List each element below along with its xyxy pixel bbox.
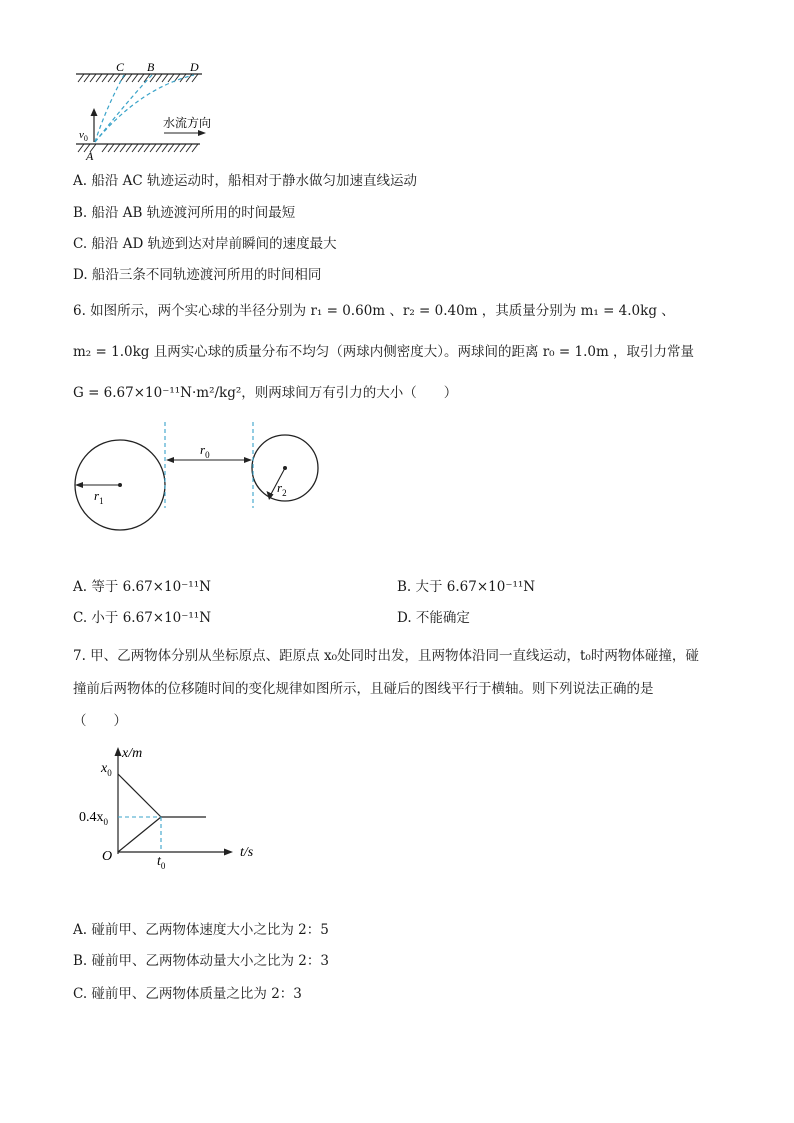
r1-label: $r_1$ <box>94 488 104 506</box>
line-jia <box>118 817 161 852</box>
v0-arrowhead <box>91 108 98 116</box>
trajectory-AB <box>95 75 152 142</box>
tick-t0-label: $t_0$ <box>157 854 166 871</box>
q7-option-b: B. 碰前甲、乙两物体动量大小之比为 2：3 <box>73 953 329 969</box>
top-bank-hatch <box>78 74 198 82</box>
x-axis-arrowhead <box>224 849 233 856</box>
q6-option-d: D. 不能确定 <box>397 610 470 626</box>
tick-04x0-label: $0.4x_0$ <box>79 810 108 827</box>
r2-label: $r_2$ <box>277 480 287 498</box>
bottom-bank-hatch <box>78 144 198 152</box>
r0-arrowhead-right <box>244 457 252 463</box>
q7-option-a: A. 碰前甲、乙两物体速度大小之比为 2：5 <box>73 922 329 938</box>
q6-option-a: A. 等于 6.67×10⁻¹¹N <box>73 579 211 595</box>
flow-direction-label: 水流方向 <box>163 116 212 130</box>
label-v0: $v_0$ <box>79 129 88 143</box>
origin-label: O <box>102 849 113 864</box>
q6-option-c: C. 小于 6.67×10⁻¹¹N <box>73 610 212 626</box>
q7-stem-line3: （ ） <box>73 713 127 729</box>
q5-option-d: D. 船沿三条不同轨迹渡河所用的时间相同 <box>73 267 322 283</box>
q5-option-c: C. 船沿 AD 轨迹到达对岸前瞬间的速度最大 <box>73 236 337 252</box>
tick-x0-label: $x_0$ <box>101 761 112 778</box>
q6-option-b: B. 大于 6.67×10⁻¹¹N <box>397 579 536 595</box>
trajectory-AC <box>95 75 124 142</box>
line-yi <box>118 774 161 817</box>
y-axis-label: x/m <box>122 746 143 761</box>
label-B: B <box>147 60 155 74</box>
q7-option-c: C. 碰前甲、乙两物体质量之比为 2：3 <box>73 986 302 1002</box>
q6-spheres-figure <box>70 420 330 535</box>
q6-stem-line3: G = 6.67×10⁻¹¹N·m²/kg²，则两球间万有引力的大小（ ） <box>73 385 458 401</box>
q6-stem-line2: m₂ = 1.0kg 且两实心球的质量分布不均匀（两球内侧密度大）。两球间的距离 r₀ = 1.0m ，取引力常量 <box>73 344 695 360</box>
r1-arrowhead <box>75 482 83 488</box>
q5-river-figure <box>70 58 240 163</box>
q7-stem-line1: 7. 甲、乙两物体分别从坐标原点、距原点 x₀处同时出发，且两物体沿同一直线运动，t₀时两物体碰撞，碰 <box>73 648 699 664</box>
label-D: D <box>190 60 199 74</box>
q5-option-a: A. 船沿 AC 轨迹运动时，船相对于静水做匀加速直线运动 <box>73 173 417 189</box>
label-C: C <box>116 60 125 74</box>
r0-label: $r_0$ <box>200 442 210 460</box>
q6-stem-line1: 6. 如图所示，两个实心球的半径分别为 r₁ = 0.60m 、r₂ = 0.40m ，其质量分别为 m₁ = 4.0kg 、 <box>73 303 675 319</box>
q5-option-b: B. 船沿 AB 轨迹渡河所用的时间最短 <box>73 205 296 221</box>
label-A: A <box>86 149 94 163</box>
trajectory-AD <box>95 75 194 142</box>
r0-arrowhead-left <box>166 457 174 463</box>
q7-xt-graph <box>70 738 270 873</box>
q7-stem-line2: 撞前后两物体的位移随时间的变化规律如图所示，且碰后的图线平行于横轴。则下列说法正确的是 <box>73 681 654 697</box>
x-axis-label: t/s <box>240 845 254 860</box>
y-axis-arrowhead <box>115 747 122 756</box>
flow-arrowhead <box>198 130 206 136</box>
